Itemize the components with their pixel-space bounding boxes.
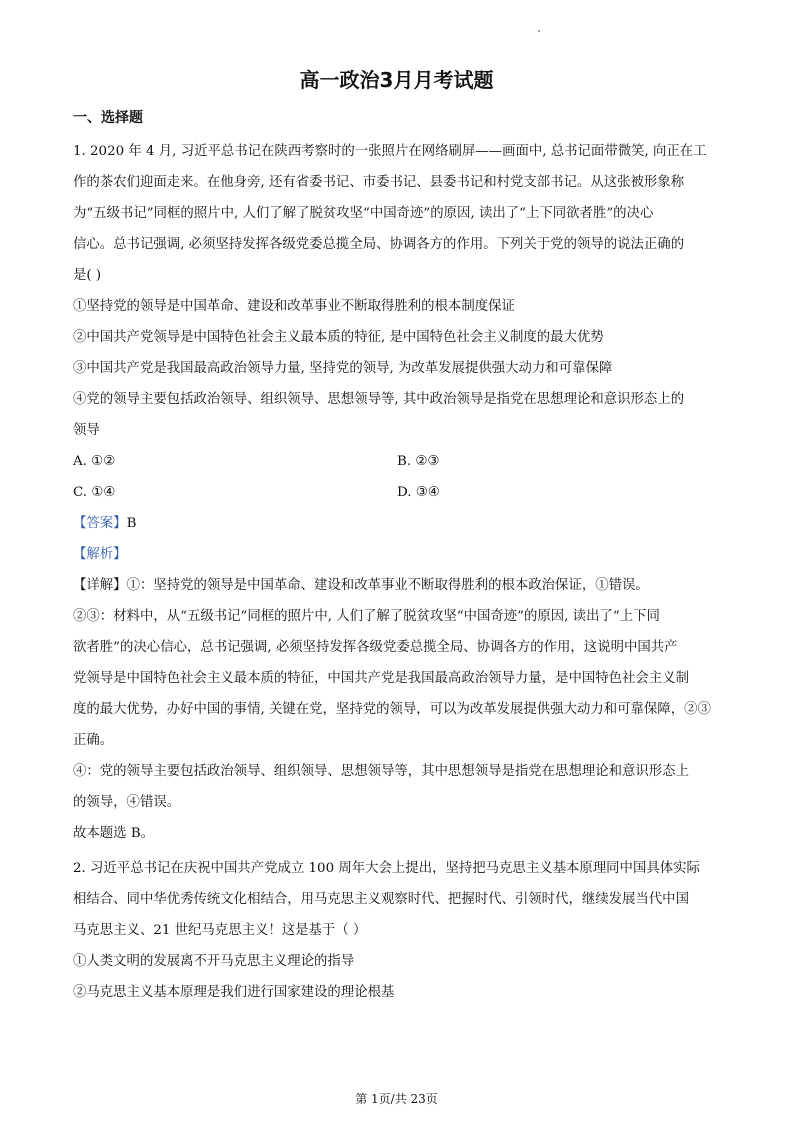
q1-item: 领导 xyxy=(73,423,100,438)
page-number: 第 1页/共 23页 xyxy=(355,1092,438,1106)
q1-stem-line: 1. 2020 年 4 月, 习近平总书记在陕西考察时的一张照片在网络刷屏——画面中, 总书记面带微笑, 向正在工 xyxy=(73,144,707,159)
q2-stem-line: 马克思主义、21 世纪马克思主义！这是基于（ ） xyxy=(73,923,367,938)
q1-item: ③中国共产党是我国最高政治领导力量, 坚持党的领导, 为改革发展提供强大动力和可靠保障 xyxy=(73,361,613,376)
detail-line: ②③：材料中，从“五级书记”同框的照片中, 人们了解了脱贫攻坚“中国奇迹”的原因, 读出了“上下同 xyxy=(73,609,660,624)
detail-line: 度的最大优势，办好中国的事情, 关键在党，坚持党的领导，可以为改革发展提供强大动力和可靠保障，②③ xyxy=(73,702,711,717)
answer-line xyxy=(73,508,721,539)
page-title: 高一政治3月月考试题 xyxy=(299,68,494,92)
detail-text: ①：坚持党的领导是中国革命、建设和改革事业不断取得胜利的根本政治保证，①错误。 xyxy=(126,578,649,593)
q2-stem-line: 相结合、同中华优秀传统文化相结合，用马克思主义观察时代、把握时代、引领时代，继续发展当代中国 xyxy=(73,892,689,907)
q1-stem-line: 是( ) xyxy=(73,268,102,283)
analysis-line xyxy=(73,539,721,570)
q1-item: ①坚持党的领导是中国革命、建设和改革事业不断取得胜利的根本制度保证 xyxy=(73,299,515,314)
option-a: A. ①② xyxy=(73,454,116,469)
q2-item: ①人类文明的发展离不开马克思主义理论的指导 xyxy=(73,954,355,969)
questions-body xyxy=(73,136,721,1008)
q1-stem-line: 为“五级书记”同框的照片中, 人们了解了脱贫攻坚“中国奇迹”的原因, 读出了“上下同欲者胜”的决心 xyxy=(73,206,654,221)
q1-stem-line: 信心。总书记强调, 必须坚持发挥各级党委总揽全局、协调各方的作用。下列关于党的领导的说法正确的 xyxy=(73,237,685,252)
detail-line: ④：党的领导主要包括政治领导、组织领导、思想领导等，其中思想领导是指党在思想理论和意识形态上 xyxy=(73,764,689,779)
q2-stem-line: 2. 习近平总书记在庆祝中国共产党成立 100 周年大会上提出，坚持把马克思主义基本原理同中国具体实际 xyxy=(73,861,700,876)
q1-stem-line: 作的茶农们迎面走来。在他身旁, 还有省委书记、市委书记、县委书记和村党支部书记。从这张被形象称 xyxy=(73,175,685,190)
option-b: B. ②③ xyxy=(397,454,440,469)
speck-mark xyxy=(538,30,540,32)
detail-line: 党领导是中国特色社会主义最本质的特征，中国共产党是我国最高政治领导力量，是中国特色社会主义制 xyxy=(73,671,689,686)
section-heading: 一、选择题 xyxy=(73,110,143,126)
detail-line xyxy=(73,570,721,601)
q2-item: ②马克思主义基本原理是我们进行国家建设的理论根基 xyxy=(73,985,395,1000)
detail-line: 正确。 xyxy=(73,733,114,748)
q1-options-row xyxy=(73,477,721,508)
q1-options-row xyxy=(73,446,721,477)
q1-item: ②中国共产党领导是中国特色社会主义最本质的特征, 是中国特色社会主义制度的最大优势 xyxy=(73,330,604,345)
detail-line: 故本题选 B。 xyxy=(73,826,155,841)
detail-line: 欲者胜”的决心信心，总书记强调, 必须坚持发挥各级党委总揽全局、协调各方的作用，这说明中国共产 xyxy=(73,640,678,655)
q1-item: ④党的领导主要包括政治领导、组织领导、思想领导等, 其中政治领导是指党在思想理论和意识形态上的 xyxy=(73,392,685,407)
answer-tag: 【答案】 xyxy=(73,516,127,531)
question-1 xyxy=(73,136,721,849)
detail-tag: 【详解】 xyxy=(73,578,127,593)
question-2 xyxy=(73,853,721,1008)
option-c: C. ①④ xyxy=(73,485,116,500)
answer-value: B xyxy=(126,516,137,531)
option-d: D. ③④ xyxy=(397,485,440,500)
analysis-tag: 【解析】 xyxy=(73,547,127,562)
detail-line: 的领导，④错误。 xyxy=(73,795,181,810)
